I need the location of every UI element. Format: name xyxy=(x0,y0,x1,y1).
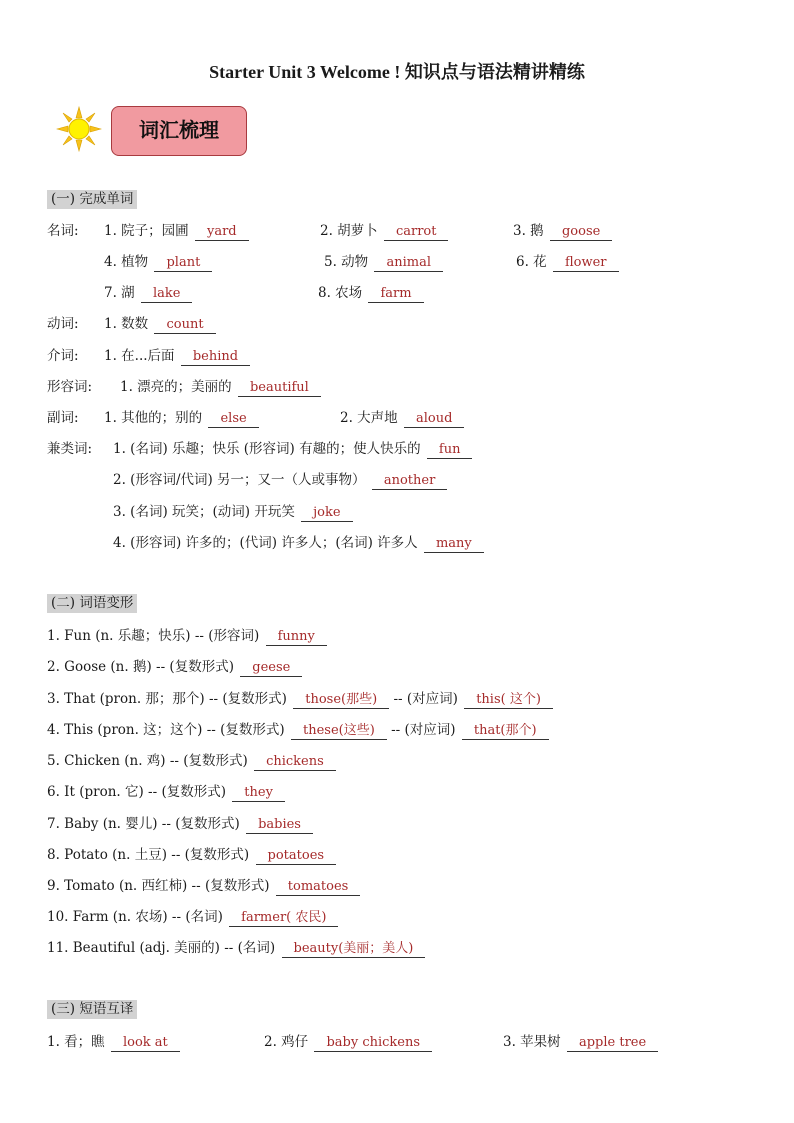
answer-blank: yard xyxy=(195,224,249,241)
vocab-item: 1. 院子；园圃 yard xyxy=(104,220,249,242)
answer-blank: potatoes xyxy=(256,848,337,865)
vocab-item: 1. 其他的；别的 else xyxy=(104,407,259,429)
adj-label: 形容词: xyxy=(47,379,93,395)
vocab-item: 4. (形容词) 许多的；(代词) 许多人；(名词) 许多人 many xyxy=(113,532,484,554)
answer-blank: carrot xyxy=(384,224,449,241)
vocab-item: 4. 植物 plant xyxy=(104,251,212,273)
vocab-item: 5. 动物 animal xyxy=(324,251,443,273)
answer-blank: those(那些) xyxy=(293,692,389,709)
answer-blank: that(那个) xyxy=(462,723,549,740)
phrase-item: 2. 鸡仔 baby chickens xyxy=(264,1031,432,1053)
vocab-item: 1. 在...后面 behind xyxy=(104,345,250,367)
vocab-item: 1. 漂亮的；美丽的 beautiful xyxy=(120,376,321,398)
answer-blank: they xyxy=(232,785,285,802)
answer-blank: else xyxy=(208,411,258,428)
answer-blank: beauty(美丽；美人) xyxy=(282,941,426,958)
answer-blank: baby chickens xyxy=(314,1035,432,1052)
sun-icon xyxy=(56,106,102,152)
phrase-item: 1. 看；瞧 look at xyxy=(47,1031,180,1053)
answer-blank: babies xyxy=(246,817,313,834)
answer-blank: funny xyxy=(266,629,327,646)
vocab-item: 6. 花 flower xyxy=(516,251,619,273)
noun-label: 名词: xyxy=(47,223,79,239)
vocab-item: 3. (名词) 玩笑；(动词) 开玩笑 joke xyxy=(113,501,353,523)
vocab-item: 1. (名词) 乐趣；快乐 (形容词) 有趣的；使人快乐的 fun xyxy=(113,438,472,460)
answer-blank: lake xyxy=(141,286,192,303)
vocab-item: 3. 鹅 goose xyxy=(513,220,612,242)
answer-blank: geese xyxy=(240,660,302,677)
multi-label: 兼类词: xyxy=(47,441,93,457)
answer-blank: plant xyxy=(154,255,212,272)
answer-blank: apple tree xyxy=(567,1035,658,1052)
answer-blank: tomatoes xyxy=(276,879,361,896)
vocab-item: 2. 胡萝卜 carrot xyxy=(320,220,448,242)
section-2-heading: (二) 词语变形 xyxy=(47,594,137,613)
answer-blank: this( 这个) xyxy=(464,692,553,709)
vocab-item: 7. 湖 lake xyxy=(104,282,192,304)
answer-blank: another xyxy=(372,473,447,490)
vocab-item: 1. 数数 count xyxy=(104,313,216,335)
verb-label: 动词: xyxy=(47,316,79,332)
answer-blank: farmer( 农民) xyxy=(229,910,338,927)
prep-label: 介词: xyxy=(47,348,79,364)
answer-blank: behind xyxy=(181,349,250,366)
answer-blank: count xyxy=(154,317,215,334)
adv-label: 副词: xyxy=(47,410,79,426)
answer-blank: fun xyxy=(427,442,473,459)
answer-blank: joke xyxy=(301,505,352,522)
vocab-badge: 词汇梳理 xyxy=(111,106,247,156)
vocab-item: 8. 农场 farm xyxy=(318,282,424,304)
answer-blank: farm xyxy=(368,286,423,303)
answer-blank: chickens xyxy=(254,754,336,771)
answer-blank: beautiful xyxy=(238,380,321,397)
section-3-heading: (三) 短语互译 xyxy=(47,1000,137,1019)
phrase-item: 3. 苹果树 apple tree xyxy=(503,1031,658,1053)
vocab-item: 2. 大声地 aloud xyxy=(340,407,464,429)
answer-blank: many xyxy=(424,536,484,553)
answer-blank: look at xyxy=(111,1035,180,1052)
vocab-item: 2. (形容词/代词) 另一；又一（人或事物） another xyxy=(113,469,447,491)
answer-blank: flower xyxy=(553,255,619,272)
page-title: Starter Unit 3 Welcome ! 知识点与语法精讲精练 xyxy=(209,62,585,82)
answer-blank: animal xyxy=(374,255,443,272)
section-1-heading: (一) 完成单词 xyxy=(47,190,137,209)
answer-blank: these(这些) xyxy=(291,723,387,740)
answer-blank: aloud xyxy=(404,411,464,428)
answer-blank: goose xyxy=(550,224,612,241)
